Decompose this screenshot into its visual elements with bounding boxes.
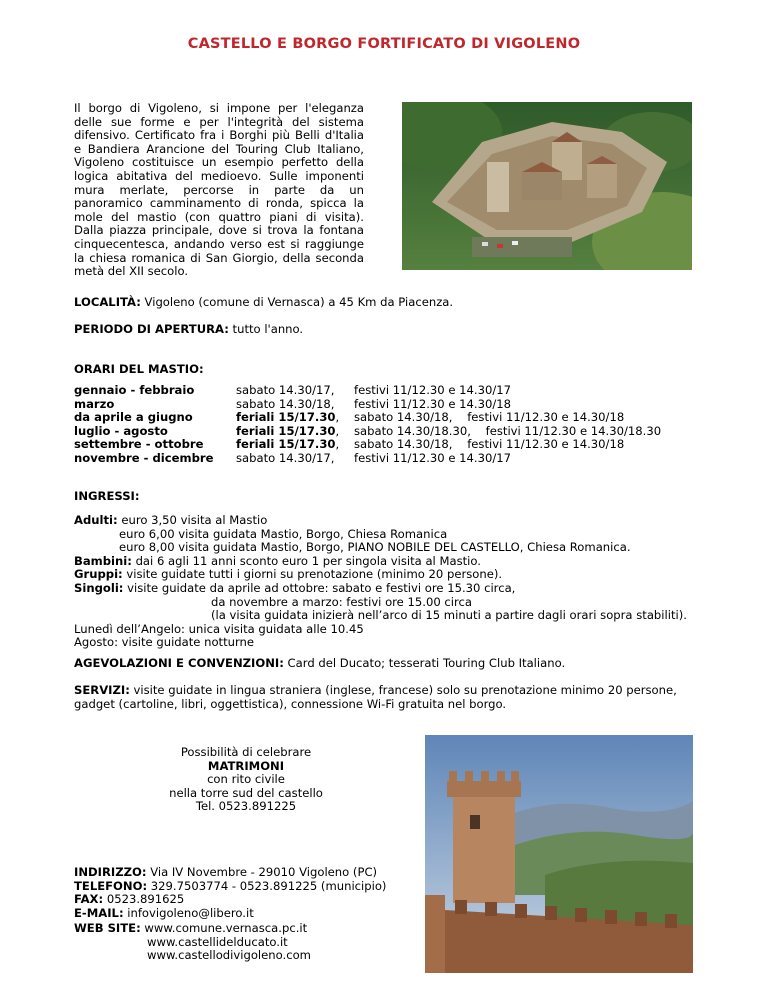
fax-value: 0523.891625 — [103, 892, 185, 907]
matrimoni-line-4: nella torre sud del castello — [169, 785, 323, 800]
adulti-line-1: euro 3,50 visita al Mastio — [117, 513, 268, 527]
schedule-weekdays — [236, 384, 339, 466]
localita-value: Vigoleno (comune di Vernasca) a 45 Km da Piacenza. — [140, 295, 454, 309]
schedule-period: da aprile a giugno — [74, 410, 193, 425]
intro-line: Il borgo di Vigoleno, si impone per l'eleganza — [74, 101, 364, 115]
matrimoni-line-1: Possibilità di celebrare — [180, 745, 312, 759]
intro-line: cinquecentesca, andando verso est si raggiunge — [74, 236, 364, 251]
schedule-holiday: festivi 11/12.30 e 14.30/17 — [354, 383, 511, 397]
indirizzo-label: INDIRIZZO: — [74, 865, 147, 879]
singoli-label: Singoli: — [74, 580, 124, 595]
gruppi-value: visite guidate tutti i giorni su prenotazione (minimo 20 persone). — [122, 567, 503, 582]
adulti-label: Adulti: — [74, 513, 118, 527]
intro-line: e Bandiera Arancione del Touring Club Italiano, — [74, 141, 364, 156]
agosto-note: Agosto: visite guidate notturne — [74, 635, 255, 650]
schedule-period: novembre - dicembre — [74, 450, 214, 465]
servizi-line-2: gadget (cartoline, libri, oggettistica), connessione Wi-Fi gratuita nel borgo. — [74, 696, 507, 711]
ingressi-block — [74, 514, 754, 650]
schedule-weekday: feriali 15/17.30, — [236, 423, 340, 438]
intro-line: metà del XII secolo. — [74, 264, 189, 279]
gruppi-label: Gruppi: — [74, 567, 123, 582]
orari-heading-text: ORARI DEL MASTIO: — [74, 362, 204, 376]
intro-line: difensivo. Certificato fra i Borghi più Belli d'Italia — [74, 128, 364, 143]
schedule-holiday: sabato 14.30/18.30, festivi 11/12.30 e 14.30/18.30 — [354, 423, 662, 438]
intro-line: la chiesa romanica di San Giorgio, della seconda — [74, 250, 364, 265]
localita-line — [74, 296, 453, 310]
schedule-holiday: festivi 11/12.30 e 14.30/18 — [354, 396, 511, 411]
matrimoni-line-2: MATRIMONI — [207, 758, 285, 773]
periodo-label: PERIODO DI APERTURA: — [74, 322, 229, 336]
schedule-holiday: sabato 14.30/18, festivi 11/12.30 e 14.30/18 — [354, 437, 625, 452]
adulti-line-2: euro 6,00 visita guidata Mastio, Borgo, Chiesa Romanica — [119, 526, 448, 541]
castle-tower-photo — [425, 735, 693, 973]
castle-tower-illustration — [425, 735, 693, 973]
intro-paragraph — [74, 102, 364, 279]
email-label: E-MAIL: — [74, 905, 124, 920]
web-link-1[interactable]: www.comune.vernasca.pc.it — [144, 921, 308, 935]
schedule-periods — [74, 384, 213, 466]
page-title: CASTELLO E BORGO FORTIFICATO DI VIGOLENO — [187, 36, 581, 52]
fax-label: FAX: — [74, 892, 104, 907]
web-link-3[interactable]: www.castellodivigoleno.com — [147, 948, 311, 963]
periodo-line — [74, 323, 303, 337]
intro-line: logica abitativa del medioevo. Sulle imponenti — [74, 168, 364, 183]
schedule-period: luglio - agosto — [74, 423, 168, 438]
ingressi-heading — [74, 490, 140, 504]
contacts-block — [74, 866, 386, 920]
schedule-period: marzo — [74, 396, 115, 411]
singoli-line-3: (la visita guidata inizierà nell’arco di 15 minuti a partire dagli orari sopra stabiliti). — [211, 608, 687, 623]
castle-aerial-illustration — [402, 102, 692, 270]
matrimoni-phone: Tel. 0523.891225 — [195, 799, 297, 814]
singoli-line-1: visite guidate da aprile ad ottobre: sabato e festivi ore 15.30 circa, — [123, 580, 516, 595]
schedule-weekday: sabato 14.30/17, — [236, 450, 335, 465]
ingressi-heading-text: INGRESSI: — [74, 489, 140, 503]
singoli-line-2: da novembre a marzo: festivi ore 15.00 circa — [211, 594, 472, 609]
schedule-period: settembre - ottobre — [74, 437, 204, 452]
intro-line: Dalla piazza principale, dove si trova la fontana — [74, 223, 364, 238]
schedule-holiday: sabato 14.30/18, festivi 11/12.30 e 14.30/18 — [354, 410, 625, 425]
schedule-holidays — [354, 384, 661, 466]
email-link[interactable]: infovigoleno@libero.it — [123, 905, 254, 920]
telefono-value: 329.7503774 - 0523.891225 (municipio) — [147, 878, 387, 893]
intro-line: delle sue forme e per l'integrità del sistema — [74, 114, 364, 129]
web-label: WEB SITE: — [74, 921, 141, 935]
agevolazioni-value: Card del Ducato; tesserati Touring Club Italiano. — [283, 656, 566, 670]
intro-line: mura merlate, percorse in parte da un — [74, 182, 364, 197]
web-link-2[interactable]: www.castellidelducato.it — [147, 934, 288, 949]
matrimoni-line-3: con rito civile — [207, 772, 285, 787]
intro-line: Vigoleno costituisce un esempio perfetto della — [74, 155, 364, 170]
castle-aerial-photo — [402, 102, 692, 270]
lunedi-angelo: Lunedì dell’Angelo: unica visita guidata alle 10.45 — [74, 621, 364, 636]
matrimoni-box — [146, 746, 346, 814]
servizi-block — [74, 684, 677, 711]
bambini-label: Bambini: — [74, 553, 132, 568]
intro-line: mole del mastio (con quattro piani di visita). — [74, 209, 364, 224]
agevolazioni-line — [74, 657, 565, 671]
bambini-value: dai 6 agli 11 anni sconto euro 1 per singola visita al Mastio. — [131, 553, 481, 568]
schedule-weekday: sabato 14.30/17, — [236, 383, 335, 397]
indirizzo-value: Via IV Novembre - 29010 Vigoleno (PC) — [146, 865, 378, 879]
schedule-holiday: festivi 11/12.30 e 14.30/17 — [354, 450, 511, 465]
orari-heading — [74, 363, 204, 377]
schedule-period: gennaio - febbraio — [74, 383, 195, 397]
localita-label: LOCALITÀ: — [74, 295, 141, 309]
web-block — [74, 922, 311, 963]
servizi-label: SERVIZI: — [74, 683, 130, 697]
schedule-weekday: feriali 15/17.30, — [236, 437, 340, 452]
schedule-weekday: feriali 15/17.30, — [236, 410, 340, 425]
telefono-label: TELEFONO: — [74, 878, 148, 893]
adulti-line-3: euro 8,00 visita guidata Mastio, Borgo, PIANO NOBILE DEL CASTELLO, Chiesa Romanica. — [119, 540, 631, 555]
servizi-line-1: visite guidate in lingua straniera (inglese, francese) solo su prenotazione minimo 20 persone, — [129, 683, 677, 697]
intro-line: panoramico camminamento di ronda, spicca la — [74, 196, 364, 211]
periodo-value: tutto l'anno. — [228, 322, 304, 336]
schedule-weekday: sabato 14.30/18, — [236, 396, 335, 411]
agevolazioni-label: AGEVOLAZIONI E CONVENZIONI: — [74, 656, 284, 670]
